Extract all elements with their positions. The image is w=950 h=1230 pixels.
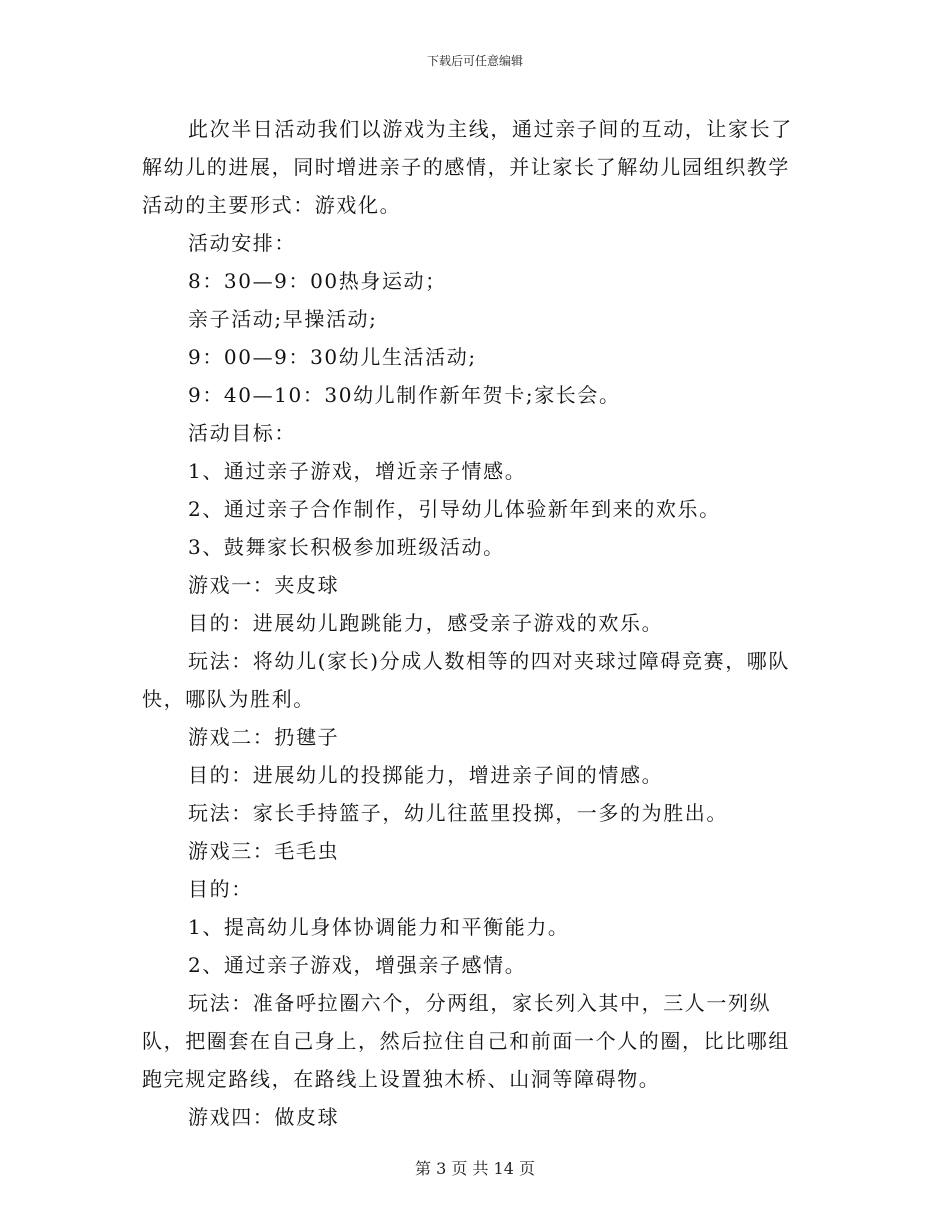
- page-header: 下载后可任意编辑: [426, 54, 523, 68]
- paragraph-goal-3: 3、鼓舞家长积极参加班级活动。: [188, 535, 505, 559]
- document-body: [142, 110, 810, 1136]
- paragraph-game-1-title: 游戏一：夹皮球: [188, 573, 340, 597]
- paragraph-game-4-title: 游戏四：做皮球: [188, 1105, 340, 1129]
- paragraph-game-1-rules: 玩法：将幼儿(家长)分成人数相等的四对夹球过障碍竞赛，哪队快，哪队为胜利。: [142, 649, 791, 711]
- paragraph-game-2-purpose: 目的：进展幼儿的投掷能力，增进亲子间的情感。: [188, 763, 664, 787]
- paragraph-game-3-purpose-1: 1、提高幼儿身体协调能力和平衡能力。: [188, 915, 570, 939]
- paragraph-game-2-title: 游戏二：扔毽子: [188, 725, 340, 749]
- paragraph-game-1-purpose: 目的：进展幼儿跑跳能力，感受亲子游戏的欢乐。: [188, 611, 664, 635]
- paragraph-game-3-title: 游戏三：毛毛虫: [188, 839, 340, 863]
- paragraph-goal-1: 1、通过亲子游戏，增近亲子情感。: [188, 459, 527, 483]
- paragraph-intro: 此次半日活动我们以游戏为主线，通过亲子间的互动，让家长了解幼儿的进展，同时增进亲子的感情，并让家长了解幼儿园组织教学活动的主要形式：游戏化。: [142, 117, 793, 217]
- paragraph-game-3-purpose-2: 2、通过亲子游戏，增强亲子感情。: [188, 953, 527, 977]
- paragraph-schedule-heading: 活动安排：: [188, 231, 296, 255]
- page-footer: 第 3 页 共 14 页: [415, 1159, 535, 1178]
- paragraph-game-2-rules: 玩法：家长手持篮子，幼儿往蓝里投掷，一多的为胜出。: [188, 801, 728, 825]
- paragraph-game-3-rules: 玩法：准备呼拉圈六个，分两组，家长列入其中，三人一列纵队，把圈套在自己身上，然后拉住自己和前面一个人的圈，比比哪组跑完规定路线，在路线上设置独木桥、山洞等障碍物。: [142, 991, 790, 1091]
- paragraph-schedule-2: 亲子活动;早操活动;: [188, 307, 378, 331]
- paragraph-schedule-4: 9：40—10：30幼儿制作新年贺卡;家长会。: [188, 383, 621, 407]
- paragraph-schedule-1: 8：30—9：00热身运动；: [188, 269, 447, 293]
- paragraph-schedule-3: 9：00—9：30幼儿生活活动;: [188, 345, 477, 369]
- paragraph-goals-heading: 活动目标：: [188, 421, 296, 445]
- paragraph-goal-2: 2、通过亲子合作制作，引导幼儿体验新年到来的欢乐。: [188, 497, 721, 521]
- paragraph-game-3-purpose: 目的：: [188, 877, 253, 901]
